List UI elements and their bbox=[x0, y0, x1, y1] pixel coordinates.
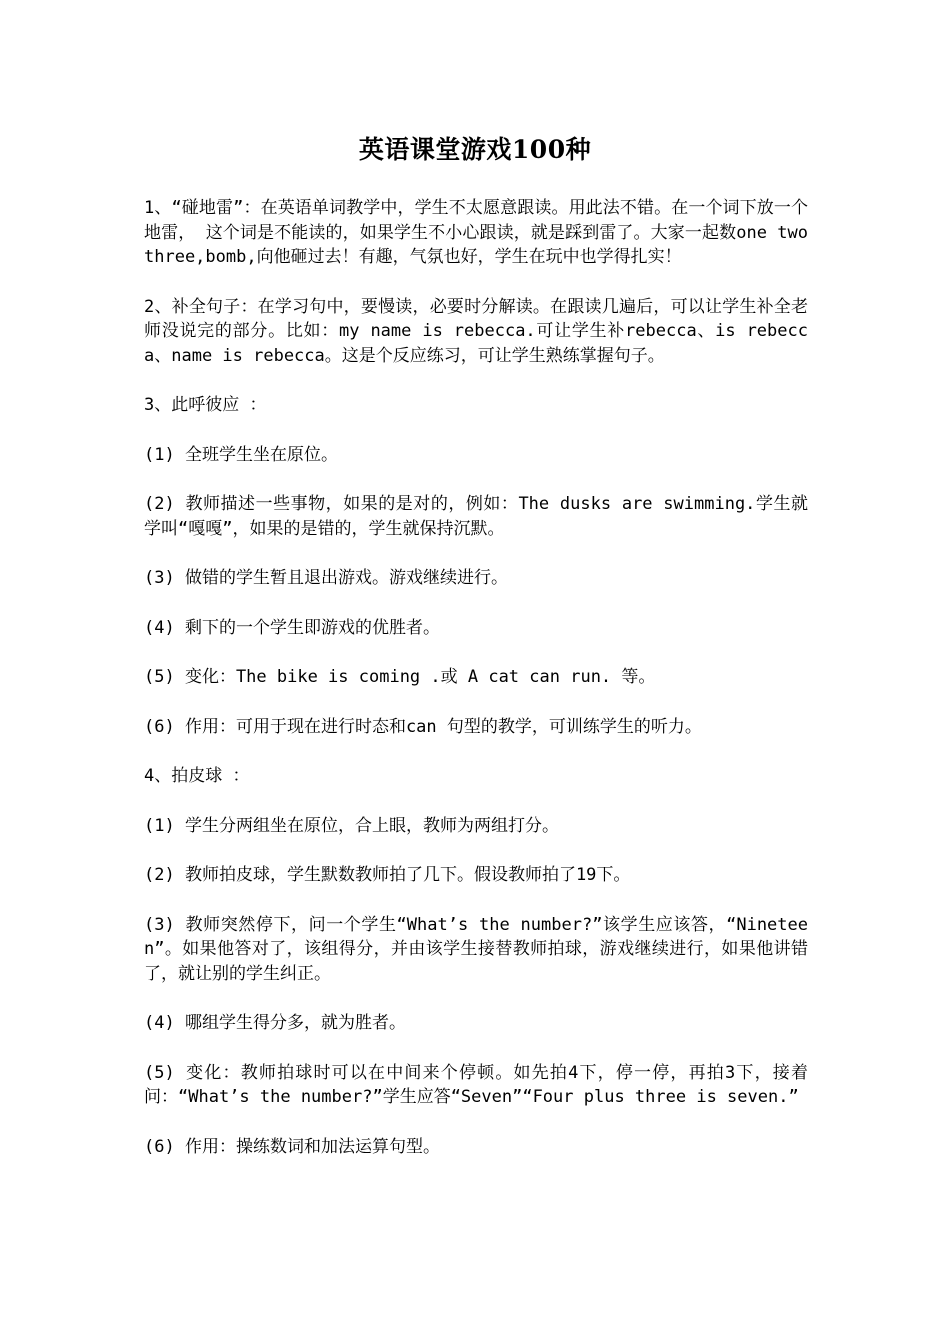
paragraph: 2、补全句子：在学习句中，要慢读，必要时分解读。在跟读几遍后，可以让学生补全老师没说完的部分。比如：my name is rebecca.可让学生补rebecca、is rebecca、name is rebecca。这是个反应练习，可让学生熟练掌握句子。 bbox=[144, 296, 808, 366]
list-item: (3) 做错的学生暂且退出游戏。游戏继续进行。 bbox=[144, 568, 508, 588]
list-item: (6) 作用：可用于现在进行时态和can 句型的教学，可训练学生的听力。 bbox=[144, 716, 702, 737]
section-heading: 3、此呼彼应 ： bbox=[144, 395, 267, 415]
document-body bbox=[144, 196, 808, 1184]
list-item: (5) 变化：The bike is coming .或 A cat can run. 等。 bbox=[144, 667, 656, 687]
section-heading: 4、拍皮球 ： bbox=[144, 766, 250, 786]
list-item: (4) 剩下的一个学生即游戏的优胜者。 bbox=[144, 617, 440, 638]
list-item: (2) 教师描述一些事物，如果的是对的，例如：The dusks are swimming.学生就学叫“嘎嘎”，如果的是错的，学生就保持沉默。 bbox=[144, 494, 808, 539]
list-item: (1) 全班学生坐在原位。 bbox=[144, 444, 338, 465]
list-item: (1) 学生分两组坐在原位，合上眼，教师为两组打分。 bbox=[144, 815, 559, 836]
list-item: (4) 哪组学生得分多，就为胜者。 bbox=[144, 1013, 406, 1033]
list-item: (3) 教师突然停下，问一个学生“What’s the number?”该学生应该答，“Nineteen”。如果他答对了，该组得分，并由该学生接替教师拍球，游戏继续进行，如果他讲错了，就让别的学生纠正。 bbox=[144, 914, 808, 984]
list-item: (2) 教师拍皮球，学生默数教师拍了几下。假设教师拍了19下。 bbox=[144, 865, 631, 885]
list-item: (5) 变化：教师拍球时可以在中间来个停顿。如先拍4下，停一停，再拍3下，接着问：“What’s the number?”学生应答“Seven”“Four plus three is seven.” bbox=[144, 1062, 808, 1107]
paragraph: 1、“碰地雷”：在英语单词教学中，学生不太愿意跟读。用此法不错。在一个词下放一个地雷， 这个词是不能读的，如果学生不小心跟读，就是踩到雷了。大家一起数one two three,bomb,向他砸过去！有趣，气氛也好，学生在玩中也学得扎实！ bbox=[144, 198, 808, 267]
list-item: (6) 作用：操练数词和加法运算句型。 bbox=[144, 1136, 440, 1157]
document-title: 英语课堂游戏100种 bbox=[358, 135, 592, 164]
